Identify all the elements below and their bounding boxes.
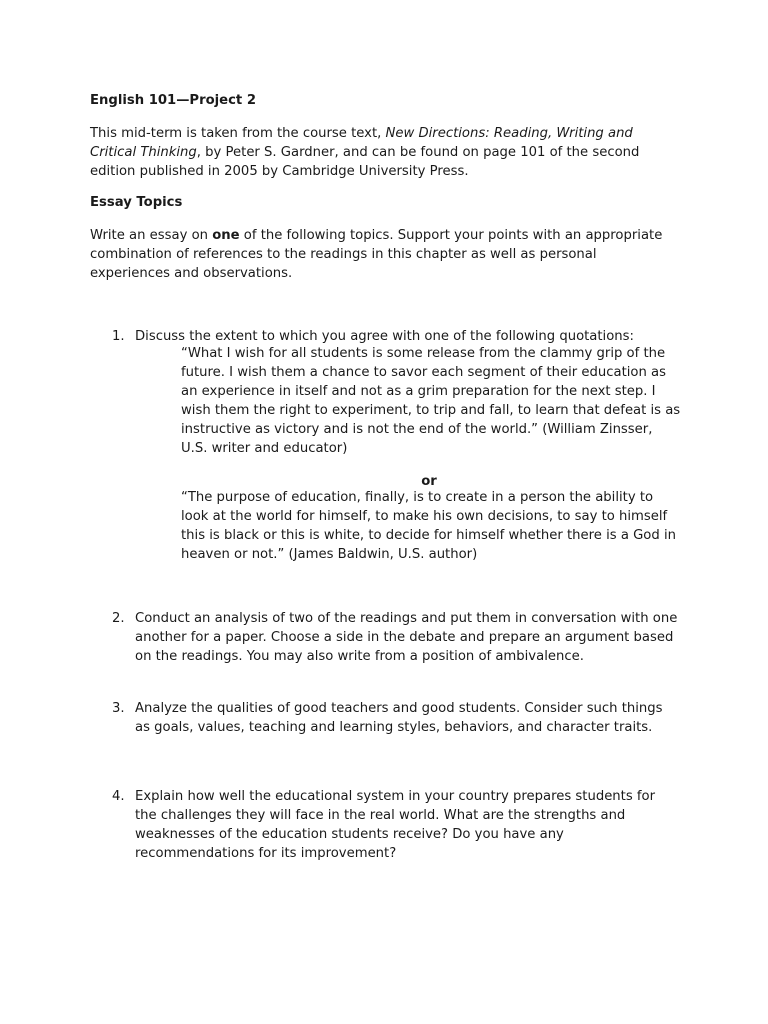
- topic-4-text: Explain how well the educational system in your country prepares students for the challenges they will face in the real world. What are the strengths and weaknesses of the education students receive? Do you have any recommendations for its improvement?: [135, 789, 656, 861]
- intro-paragraph: [90, 124, 680, 181]
- task-text-before: Write an essay on: [90, 228, 213, 243]
- intro-text-after: , by Peter S. Gardner, and can be found on page 101 of the second edition published in 2005 by Cambridge University Press.: [90, 145, 640, 179]
- intro-text-before: This mid-term is taken from the course text,: [90, 126, 386, 141]
- topic-1-number: 1.: [112, 329, 125, 344]
- document-title: English 101—Project 2: [90, 93, 257, 108]
- topic-1-quote-zinsser: “What I wish for all students is some release from the clammy grip of the future. I wish them a chance to savor each segment of their education as an experience in itself and not as a grim preparation for the next step. I wish them the right to experiment, to trip and fall, to learn that defeat is as instructive as victory and is not the end of the world.” (William Zinsser, U.S. writer and educator): [181, 346, 681, 456]
- topic-1-text: Discuss the extent to which you agree with one of the following quotations:: [135, 329, 634, 344]
- topic-2-number: 2.: [112, 611, 125, 626]
- book-title: New Directions: Reading, Writing and Critical Thinking: [90, 126, 633, 160]
- task-text-after: of the following topics. Support your points with an appropriate combination of references to the readings in this chapter as well as personal experiences and observations.: [90, 228, 663, 281]
- topic-4-number: 4.: [112, 789, 125, 804]
- task-paragraph: [90, 226, 680, 283]
- topic-3-number: 3.: [112, 701, 125, 716]
- topic-3-text: Analyze the qualities of good teachers and good students. Consider such things as goals, values, teaching and learning styles, behaviors, and character traits.: [135, 701, 663, 735]
- topic-2-text: Conduct an analysis of two of the readings and put them in conversation with one another for a paper. Choose a side in the debate and prepare an argument based on the readings. You may also write from a position of ambivalence.: [135, 611, 678, 664]
- task-emphasis: one: [212, 228, 240, 243]
- topic-1-or-separator: or: [421, 474, 437, 489]
- topic-1-quote-baldwin: “The purpose of education, finally, is to create in a person the ability to look at the world for himself, to make his own decisions, to say to himself this is black or this is white, to decide for himself whether there is a God in heaven or not.” (James Baldwin, U.S. author): [181, 490, 676, 562]
- section-heading: Essay Topics: [90, 195, 183, 210]
